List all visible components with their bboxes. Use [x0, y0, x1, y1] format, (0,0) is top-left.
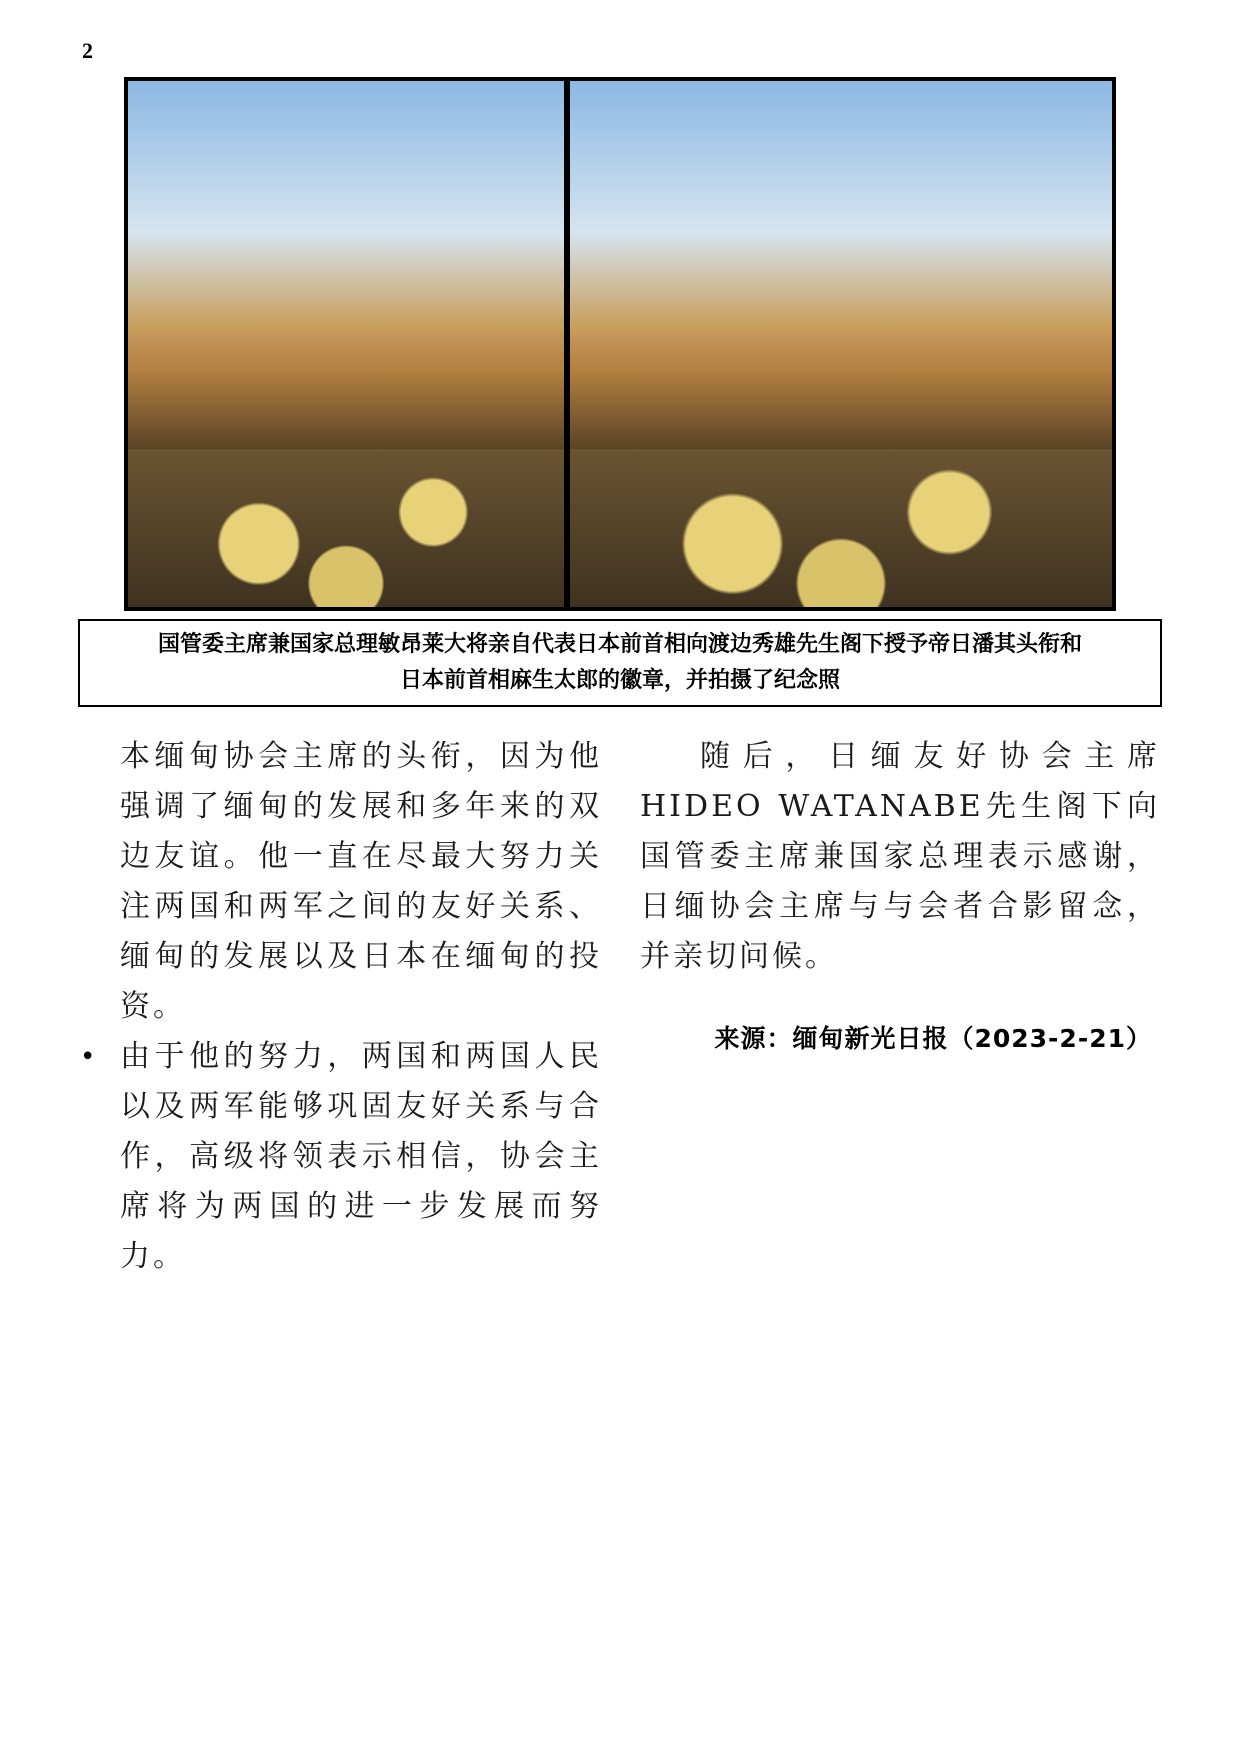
right-column [640, 732, 1160, 1064]
caption-line-2: 日本前首相麻生太郎的徽章，并拍摄了纪念照 [399, 668, 840, 693]
left-paragraph-1: 本缅甸协会主席的头衔，因为他强调了缅甸的发展和多年来的双边友谊。他一直在尽最大努力关注两国和两军之间的友好关系、缅甸的发展以及日本在缅甸的投资。 [120, 739, 602, 1024]
ceremony-photo-left [128, 81, 564, 607]
photo-caption [78, 619, 1162, 707]
bullet-item [80, 1032, 602, 1282]
palace-backdrop [128, 81, 564, 333]
left-paragraph-2: 由于他的努力，两国和两国人民以及两军能够巩固友好关系与合作，高级将领表示相信，协会主席将为两国的进一步发展而努力。 [120, 1039, 602, 1274]
carpet [128, 449, 564, 607]
left-column [80, 732, 602, 1282]
caption-line-1: 国管委主席兼国家总理敏昂莱大将亲自代表日本前首相向渡边秀雄先生阁下授予帝日潘其头衔和 [157, 632, 1082, 657]
bullet-icon: • [80, 1042, 99, 1072]
photo-frame [124, 77, 1116, 611]
right-paragraph-1: 随后，日缅友好协会主席HIDEO WATANABE先生阁下向国管委主席兼国家总理表示感谢，日缅协会主席与与会者合影留念，并亲切问候。 [640, 739, 1160, 974]
carpet [570, 449, 1112, 607]
source-line: 来源：缅甸新光日报（2023-2-21） [714, 1024, 1152, 1053]
page-number: 2 [82, 38, 93, 63]
ceremony-photo-right [570, 81, 1112, 607]
palace-painting [570, 81, 1112, 333]
